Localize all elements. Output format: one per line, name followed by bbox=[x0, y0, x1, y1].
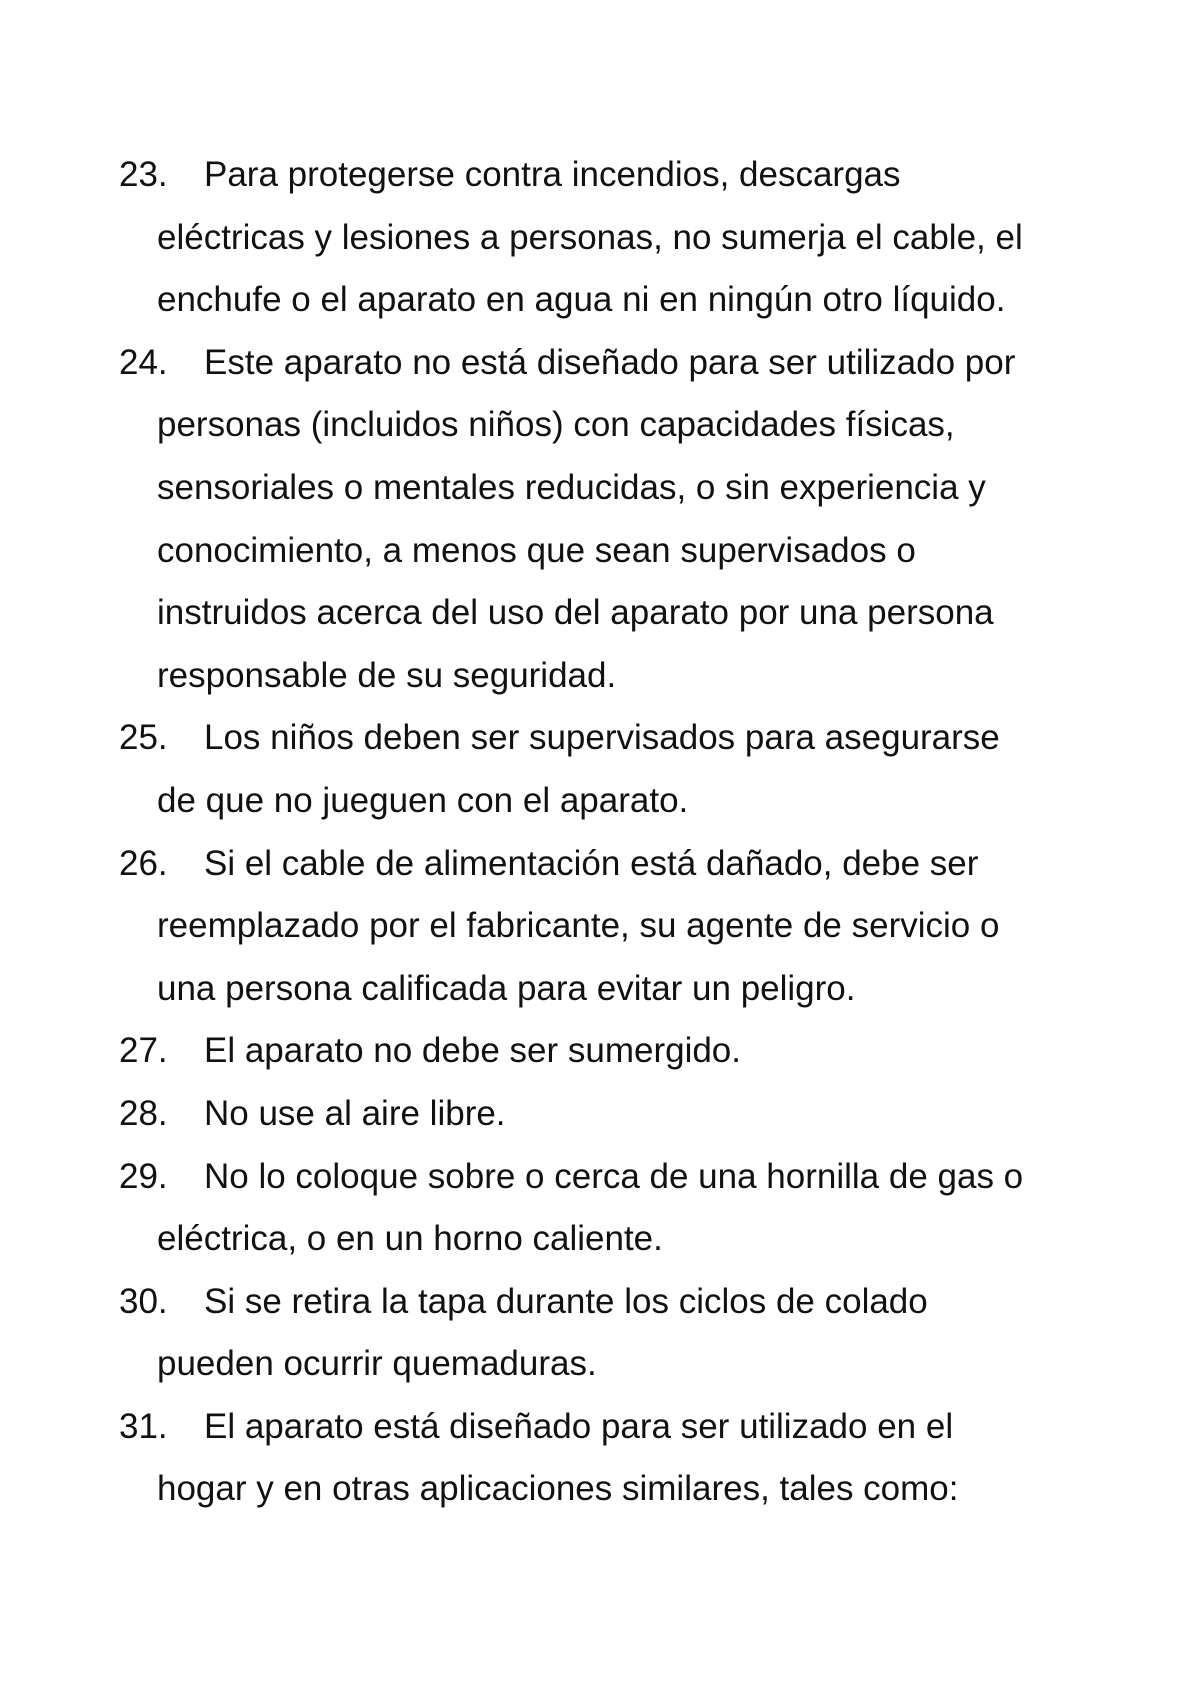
list-item bbox=[119, 1020, 1119, 1083]
list-item bbox=[119, 1146, 1119, 1271]
item-text: El aparato no debe ser sumergido. bbox=[204, 1031, 741, 1071]
item-number: 23. bbox=[119, 155, 168, 194]
item-continuation-line bbox=[119, 457, 1119, 520]
item-continuation-line bbox=[119, 895, 1119, 958]
item-text: una persona calificada para evitar un peligro. bbox=[157, 968, 856, 1008]
item-text: conocimiento, a menos que sean supervisados o bbox=[157, 530, 916, 570]
item-continuation-line bbox=[119, 207, 1119, 270]
item-continuation-line bbox=[119, 958, 1119, 1021]
list-item bbox=[119, 144, 1119, 332]
item-text: enchufe o el aparato en agua ni en ningún otro líquido. bbox=[157, 280, 1006, 320]
item-text: Si el cable de alimentación está dañado, debe ser bbox=[204, 843, 979, 883]
item-continuation-line bbox=[119, 1333, 1119, 1396]
item-text: hogar y en otras aplicaciones similares, tales como: bbox=[157, 1469, 959, 1509]
item-number: 24. bbox=[119, 342, 168, 382]
item-number: 26. bbox=[119, 843, 168, 883]
item-text: No lo coloque sobre o cerca de una hornilla de gas o bbox=[204, 1156, 1024, 1196]
item-number: 27. bbox=[119, 1031, 168, 1071]
list-item bbox=[119, 1271, 1119, 1396]
item-text: El aparato está diseñado para ser utilizado en el bbox=[204, 1406, 954, 1446]
item-continuation-line bbox=[119, 1208, 1119, 1271]
item-first-line bbox=[119, 1271, 1119, 1334]
item-text: Este aparato no está diseñado para ser utilizado por bbox=[204, 342, 1016, 382]
item-text: eléctrica, o en un horno caliente. bbox=[157, 1219, 663, 1259]
item-text: reemplazado por el fabricante, su agente de servicio o bbox=[157, 906, 1000, 946]
list-item bbox=[119, 332, 1119, 708]
item-first-line bbox=[119, 332, 1119, 395]
item-text: instruidos acerca del uso del aparato por una persona bbox=[157, 593, 994, 633]
item-continuation-line bbox=[119, 269, 1119, 332]
item-first-line bbox=[119, 1020, 1119, 1083]
list-item bbox=[119, 707, 1119, 832]
item-continuation-line bbox=[119, 394, 1119, 457]
list-item bbox=[119, 833, 1119, 1021]
item-continuation-line bbox=[119, 770, 1119, 833]
item-text: Si se retira la tapa durante los ciclos de colado bbox=[204, 1281, 928, 1321]
item-text: Los niños deben ser supervisados para asegurarse bbox=[204, 718, 1000, 758]
item-number: 30. bbox=[119, 1281, 168, 1321]
item-continuation-line bbox=[119, 645, 1119, 708]
item-continuation-line bbox=[119, 1458, 1119, 1521]
item-number: 31. bbox=[119, 1406, 168, 1446]
item-text: No use al aire libre. bbox=[204, 1093, 506, 1133]
item-continuation-line bbox=[119, 520, 1119, 583]
item-first-line bbox=[119, 707, 1119, 770]
item-text: responsable de su seguridad. bbox=[157, 655, 617, 695]
item-first-line bbox=[119, 1146, 1119, 1209]
item-text: personas (incluidos niños) con capacidades físicas, bbox=[157, 405, 955, 445]
item-first-line bbox=[119, 1396, 1119, 1459]
item-number: 29. bbox=[119, 1156, 168, 1196]
list-item bbox=[119, 1083, 1119, 1146]
item-text: Para protegerse contra incendios, descargas bbox=[204, 155, 901, 194]
item-first-line bbox=[119, 833, 1119, 896]
item-first-line bbox=[119, 144, 1119, 207]
item-text: sensoriales o mentales reducidas, o sin experiencia y bbox=[157, 467, 986, 507]
item-number: 25. bbox=[119, 718, 168, 758]
item-text: de que no jueguen con el aparato. bbox=[157, 780, 689, 820]
safety-instructions-list bbox=[119, 144, 1119, 1521]
item-continuation-line bbox=[119, 582, 1119, 645]
item-first-line bbox=[119, 1083, 1119, 1146]
item-text: eléctricas y lesiones a personas, no sumerja el cable, el bbox=[157, 217, 1023, 257]
item-text: pueden ocurrir quemaduras. bbox=[157, 1344, 597, 1384]
list-item bbox=[119, 1396, 1119, 1521]
item-number: 28. bbox=[119, 1093, 168, 1133]
